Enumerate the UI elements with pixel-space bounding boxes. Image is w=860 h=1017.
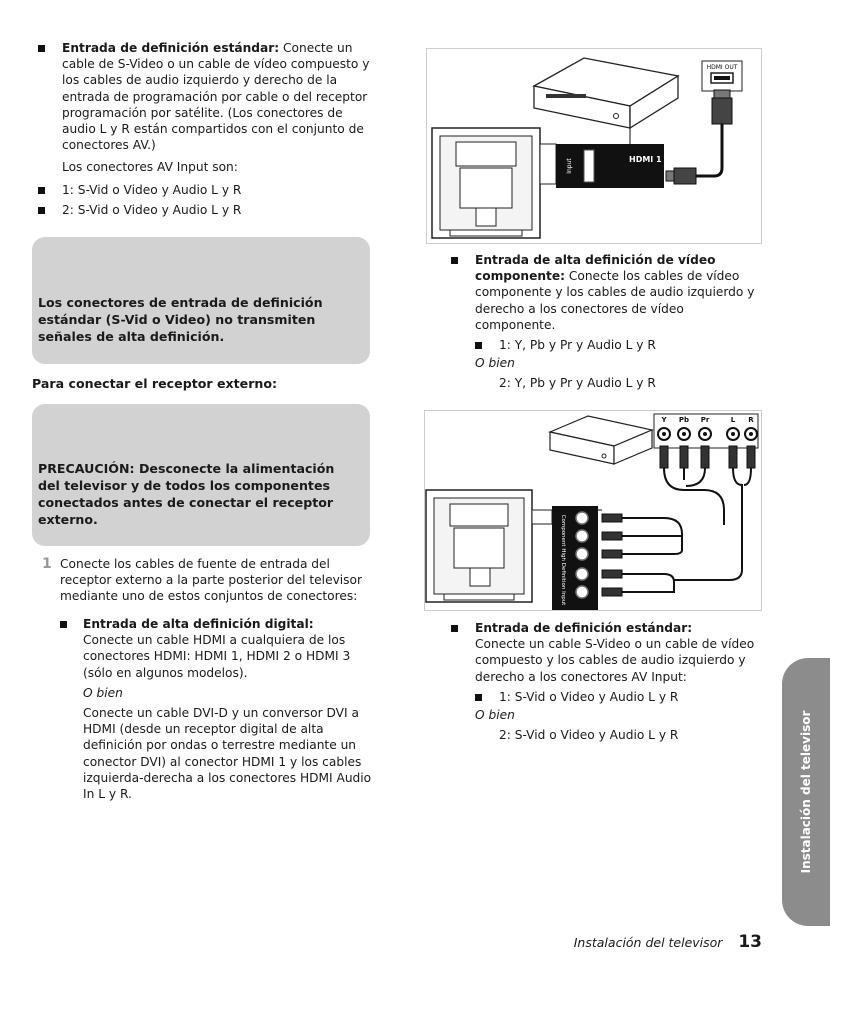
page-number: 13: [738, 932, 762, 952]
caution-box: [32, 404, 370, 546]
list-item: 2: S-Vid o Video y Audio L y R: [38, 202, 374, 218]
jack-label-l: L: [730, 416, 736, 424]
std-input-section-right: [451, 620, 765, 743]
jack-label-y: Y: [661, 416, 667, 424]
tv-icon: [432, 128, 540, 238]
hdmi-connection-figure: [426, 48, 762, 244]
tv-icon: [426, 490, 532, 602]
step-text: Conecte los cables de fuente de entrada del receptor externo a la parte posterior del televisor mediante uno de estos conjuntos de conectores:: [60, 557, 362, 604]
list-item-2: 2: S-Vid o Video y Audio L y R: [499, 728, 679, 743]
jack-label-pb: Pb: [678, 416, 690, 424]
list-item-2: 2: Y, Pb y Pr y Audio L y R: [499, 376, 656, 391]
std-title-right: Entrada de definición estándar:: [475, 621, 693, 635]
std-input-section: [38, 40, 374, 218]
or-text: O bien: [475, 356, 515, 371]
or-text: O bien: [475, 708, 515, 723]
step-number: 1: [42, 556, 52, 572]
jack-label-r: R: [748, 416, 754, 424]
digital-title: Entrada de alta definición digital:: [83, 617, 314, 631]
note-box: [32, 237, 370, 364]
bullet: [38, 45, 45, 52]
page-footer: [574, 934, 762, 951]
component-text: Conecte los cables de vídeo componente y los cables de audio izquierdo y derecho a los conectores de vídeo componente.: [475, 269, 755, 332]
digital-input-section: [60, 616, 372, 802]
hdmi-out-label: HDMI OUT: [706, 64, 738, 71]
std-text-right: Conecte un cable S-Video o un cable de vídeo compuesto y los cables de audio izquierdo y derecho a los conectores AV Input:: [475, 637, 755, 684]
std-input-text: Conecte un cable de S-Video o un cable de vídeo compuesto y los cables de audio izquierdo y derecho de la entrada de programación por cable o del receptor programación por satélite. (Los conectores de audio L y R están compartidos con el conjunto de conectores AV.): [62, 41, 370, 153]
component-title: Entrada de alta definición de vídeo componente:: [475, 253, 716, 284]
panel-label: Component High Definition Input: [560, 514, 566, 606]
digital-text: Conecte un cable HDMI a cualquiera de los conectores HDMI: HDMI 1, HDMI 2 o HDMI 3 (sólo en algunos modelos).: [83, 633, 351, 680]
component-input-section: [451, 252, 765, 392]
list-item: 1: Y, Pb y Pr y Audio L y R: [475, 337, 765, 353]
component-connection-figure: [424, 410, 762, 611]
step-1: [42, 556, 372, 605]
footer-section: Instalación del televisor: [573, 935, 723, 950]
jack-label-pr: Pr: [700, 416, 710, 424]
or-text: O bien: [83, 685, 123, 700]
section-heading: Para conectar el receptor externo:: [32, 376, 278, 391]
note-text: Los conectores de entrada de definición estándar (S-Vid o Video) no transmiten señales de alta definición.: [38, 295, 323, 344]
list-item: 1: S-Vid o Video y Audio L y R: [475, 689, 765, 705]
caution-text: PRECAUCIÓN: Desconecte la alimentación del televisor y de todos los componentes conectados antes de conectar el receptor externo.: [38, 461, 335, 527]
digital-text-2: Conecte un cable DVI-D y un conversor DVI a HDMI (desde un receptor digital de alta definición por ondas o terrestre mediante un conector DVI) al conector HDMI 1 y los cables izquierda-derecha a los conectores HDMI Audio In L y R.: [83, 706, 372, 802]
list-item: 1: S-Vid o Video y Audio L y R: [38, 182, 374, 198]
side-tab: [782, 658, 830, 926]
side-tab-label: Instalación del televisor: [798, 710, 813, 874]
hdmi1-label: HDMI 1: [629, 155, 662, 164]
av-intro: Los conectores AV Input son:: [62, 160, 238, 175]
input-label: Input: [566, 158, 573, 174]
std-input-title: Entrada de definición estándar:: [62, 41, 280, 55]
